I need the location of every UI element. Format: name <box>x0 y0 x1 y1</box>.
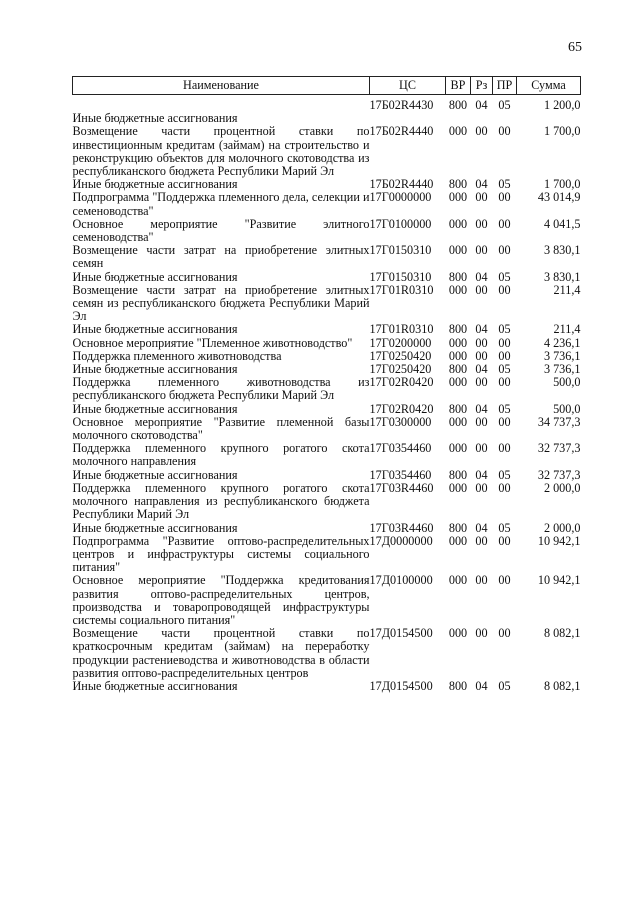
cell-rz: 04 <box>475 269 488 284</box>
cell-rz: 04 <box>475 177 488 192</box>
cell-pr: 00 <box>498 480 511 495</box>
cell-cs: 17Г03R4460 <box>369 520 434 535</box>
cell-rz: 00 <box>475 573 488 588</box>
cell-pr: 05 <box>498 269 511 284</box>
header-rz: Рз <box>471 77 493 95</box>
cell-name: Подпрограмма "Развитие оптово-распределительных центров и инфраструктуры системы социального питания" <box>72 533 370 575</box>
cell-sum: 10 942,1 <box>537 533 581 548</box>
cell-pr: 00 <box>498 626 511 641</box>
cell-rz: 00 <box>475 375 488 390</box>
cell-rz: 00 <box>475 348 488 363</box>
cell-pr: 00 <box>498 282 511 297</box>
cell-sum: 500,0 <box>553 401 581 416</box>
cell-pr: 00 <box>498 216 511 231</box>
table-row <box>73 376 581 402</box>
cell-sum: 10 942,1 <box>537 573 581 588</box>
cell-vr: 800 <box>448 269 468 284</box>
cell-pr: 00 <box>498 190 511 205</box>
page-number: 65 <box>568 40 582 55</box>
cell-pr: 05 <box>498 401 511 416</box>
table-row <box>73 680 581 693</box>
budget-table <box>72 76 581 693</box>
cell-rz: 00 <box>475 480 488 495</box>
cell-cs: 17Г0354460 <box>369 467 432 482</box>
cell-name: Возмещение части затрат на приобретение элитных семян <box>72 243 370 271</box>
cell-cs: 17Г0150310 <box>369 269 432 284</box>
cell-vr: 000 <box>448 282 468 297</box>
cell-cs: 17Б02R4430 <box>369 98 434 112</box>
cell-name: Поддержка племенного животноводства <box>72 348 282 363</box>
table-row <box>73 416 581 442</box>
cell-vr: 000 <box>448 441 468 456</box>
cell-sum: 1 700,0 <box>543 177 581 192</box>
cell-vr: 000 <box>448 335 468 350</box>
cell-vr: 800 <box>448 177 468 192</box>
cell-sum: 3 736,1 <box>543 348 581 363</box>
cell-pr: 05 <box>498 177 511 192</box>
table-header-row <box>73 77 581 95</box>
header-sum: Сумма <box>517 77 581 95</box>
cell-name: Иные бюджетные ассигнования <box>72 362 238 377</box>
table-row <box>73 469 581 482</box>
table-body <box>73 95 581 694</box>
cell-cs: 17Г0150310 <box>369 243 432 258</box>
table-row <box>73 125 581 178</box>
table-row <box>73 244 581 270</box>
cell-vr: 000 <box>448 243 468 258</box>
cell-sum: 211,4 <box>553 322 581 337</box>
table-row <box>73 535 581 575</box>
cell-rz: 04 <box>475 678 488 693</box>
cell-cs: 17Г0100000 <box>369 216 432 231</box>
cell-vr: 000 <box>448 626 468 641</box>
cell-sum: 2 000,0 <box>543 480 581 495</box>
cell-cs: 17Г01R0310 <box>369 282 434 297</box>
cell-rz: 04 <box>475 362 488 377</box>
cell-sum: 500,0 <box>553 375 581 390</box>
cell-cs: 17Г0250420 <box>369 362 432 377</box>
cell-name: Основное мероприятие "Развитие племенной базы молочного скотоводства" <box>72 414 370 443</box>
cell-rz: 00 <box>475 282 488 297</box>
cell-rz: 00 <box>475 626 488 641</box>
cell-pr: 00 <box>498 348 511 363</box>
cell-pr: 05 <box>498 520 511 535</box>
cell-name: Подпрограмма "Поддержка племенного дела, селекции и семеноводства" <box>72 190 370 218</box>
cell-name: Основное мероприятие "Поддержка кредитования развития оптово-распределительных центров, производства и товаропроводящей инфраструктуры системы социального питания" <box>72 573 370 627</box>
cell-rz: 00 <box>475 243 488 258</box>
cell-rz: 00 <box>475 124 488 139</box>
cell-rz: 04 <box>475 322 488 337</box>
cell-rz: 04 <box>475 467 488 482</box>
cell-pr: 00 <box>498 414 511 429</box>
cell-name: Основное мероприятие "Племенное животноводство" <box>72 335 353 350</box>
cell-vr: 800 <box>448 401 468 416</box>
cell-name: Основное мероприятие "Развитие элитного семеноводства" <box>72 216 370 245</box>
cell-cs: 17Г02R0420 <box>369 375 434 390</box>
table-row <box>73 403 581 416</box>
cell-name: Иные бюджетные ассигнования <box>72 269 238 284</box>
cell-cs: 17Г0000000 <box>369 190 432 205</box>
table-row <box>73 191 581 217</box>
cell-pr: 00 <box>498 573 511 588</box>
cell-vr: 000 <box>448 480 468 495</box>
cell-name: Иные бюджетные ассигнования <box>72 401 238 416</box>
cell-pr: 05 <box>498 322 511 337</box>
cell-vr: 800 <box>448 322 468 337</box>
cell-rz: 00 <box>475 533 488 548</box>
table-row <box>73 442 581 468</box>
header-pr: ПР <box>493 77 517 95</box>
cell-name: Иные бюджетные ассигнования <box>72 322 238 337</box>
cell-rz: 00 <box>475 335 488 350</box>
cell-vr: 800 <box>448 98 468 112</box>
cell-name: Иные бюджетные ассигнования <box>72 111 238 126</box>
cell-name: Иные бюджетные ассигнования <box>72 678 238 693</box>
cell-vr: 000 <box>448 124 468 139</box>
cell-cs: 17Д0154500 <box>369 678 433 693</box>
table-row <box>73 271 581 284</box>
header-cs: ЦС <box>370 77 446 95</box>
table-row <box>73 323 581 336</box>
table-row <box>73 627 581 680</box>
cell-sum: 1 200,0 <box>543 98 581 112</box>
cell-name: Поддержка племенного крупного рогатого скота молочного направления <box>72 441 370 469</box>
cell-pr: 05 <box>498 98 511 112</box>
cell-sum: 2 000,0 <box>543 520 581 535</box>
cell-pr: 00 <box>498 124 511 139</box>
cell-cs: 17Г0200000 <box>369 335 432 350</box>
cell-rz: 00 <box>475 441 488 456</box>
cell-cs: 17Г01R0310 <box>369 322 434 337</box>
cell-cs: 17Б02R4440 <box>369 124 434 139</box>
table-row <box>73 337 581 350</box>
cell-cs: 17Д0100000 <box>369 573 433 588</box>
cell-name: Иные бюджетные ассигнования <box>72 177 238 192</box>
table-row <box>73 574 581 627</box>
cell-sum: 3 830,1 <box>543 269 581 284</box>
cell-vr: 000 <box>448 190 468 205</box>
header-name: Наименование <box>73 77 370 95</box>
table-row <box>73 482 581 522</box>
cell-sum: 3 830,1 <box>543 243 581 258</box>
cell-name: Возмещение части процентной ставки по инвестиционным кредитам (займам) на строительство и реконструкцию объектов для молочного скотоводства из республиканского бюджета Республики Марий Эл <box>72 124 370 179</box>
cell-name: Возмещение части процентной ставки по краткосрочным кредитам (займам) на переработку продукции растениеводства и животноводства в области развития оптово-распределительных центров <box>72 626 370 680</box>
cell-sum: 32 737,3 <box>537 441 581 456</box>
cell-pr: 00 <box>498 533 511 548</box>
cell-vr: 000 <box>448 414 468 429</box>
cell-rz: 00 <box>475 414 488 429</box>
cell-vr: 000 <box>448 348 468 363</box>
cell-cs: 17Б02R4440 <box>369 177 434 192</box>
cell-sum: 4 236,1 <box>543 335 581 350</box>
header-vr: ВР <box>446 77 471 95</box>
cell-rz: 04 <box>475 520 488 535</box>
cell-sum: 43 014,9 <box>537 190 581 205</box>
cell-name: Поддержка племенного крупного рогатого скота молочного направления из республиканского бюджета Республики Марий Эл <box>72 480 370 522</box>
cell-sum: 32 737,3 <box>537 467 581 482</box>
cell-sum: 34 737,3 <box>537 414 581 429</box>
cell-vr: 000 <box>448 216 468 231</box>
cell-name: Иные бюджетные ассигнования <box>72 467 238 482</box>
cell-pr: 00 <box>498 375 511 390</box>
cell-cs: 17Г03R4460 <box>369 480 434 495</box>
cell-pr: 05 <box>498 467 511 482</box>
cell-cs: 17Д0000000 <box>369 533 433 548</box>
cell-cs: 17Г0300000 <box>369 414 432 429</box>
cell-rz: 04 <box>475 98 488 112</box>
table-row <box>73 284 581 324</box>
cell-cs: 17Г0354460 <box>369 441 432 456</box>
cell-pr: 00 <box>498 335 511 350</box>
cell-vr: 800 <box>448 467 468 482</box>
cell-sum: 3 736,1 <box>543 362 581 377</box>
cell-pr: 05 <box>498 678 511 693</box>
cell-cs: 17Г0250420 <box>369 348 432 363</box>
cell-sum: 1 700,0 <box>543 124 581 139</box>
cell-sum: 4 041,5 <box>543 216 581 231</box>
cell-name: Поддержка племенного животноводства из республиканского бюджета Республики Марий Эл <box>72 375 370 403</box>
cell-vr: 000 <box>448 533 468 548</box>
cell-sum: 8 082,1 <box>543 626 581 641</box>
cell-name: Возмещение части затрат на приобретение элитных семян из республиканского бюджета Республики Марий Эл <box>72 282 370 324</box>
cell-pr: 00 <box>498 441 511 456</box>
cell-cs: 17Д0154500 <box>369 626 433 641</box>
cell-sum: 8 082,1 <box>543 678 581 693</box>
cell-vr: 000 <box>448 573 468 588</box>
cell-vr: 800 <box>448 678 468 693</box>
cell-vr: 800 <box>448 362 468 377</box>
cell-vr: 800 <box>448 520 468 535</box>
cell-sum: 211,4 <box>553 282 581 297</box>
cell-pr: 00 <box>498 243 511 258</box>
cell-rz: 00 <box>475 190 488 205</box>
cell-cs: 17Г02R0420 <box>369 401 434 416</box>
cell-rz: 00 <box>475 216 488 231</box>
cell-name: Иные бюджетные ассигнования <box>72 520 238 535</box>
table-row <box>73 522 581 535</box>
cell-pr: 05 <box>498 362 511 377</box>
cell-rz: 04 <box>475 401 488 416</box>
table-row <box>73 218 581 244</box>
cell-vr: 000 <box>448 375 468 390</box>
